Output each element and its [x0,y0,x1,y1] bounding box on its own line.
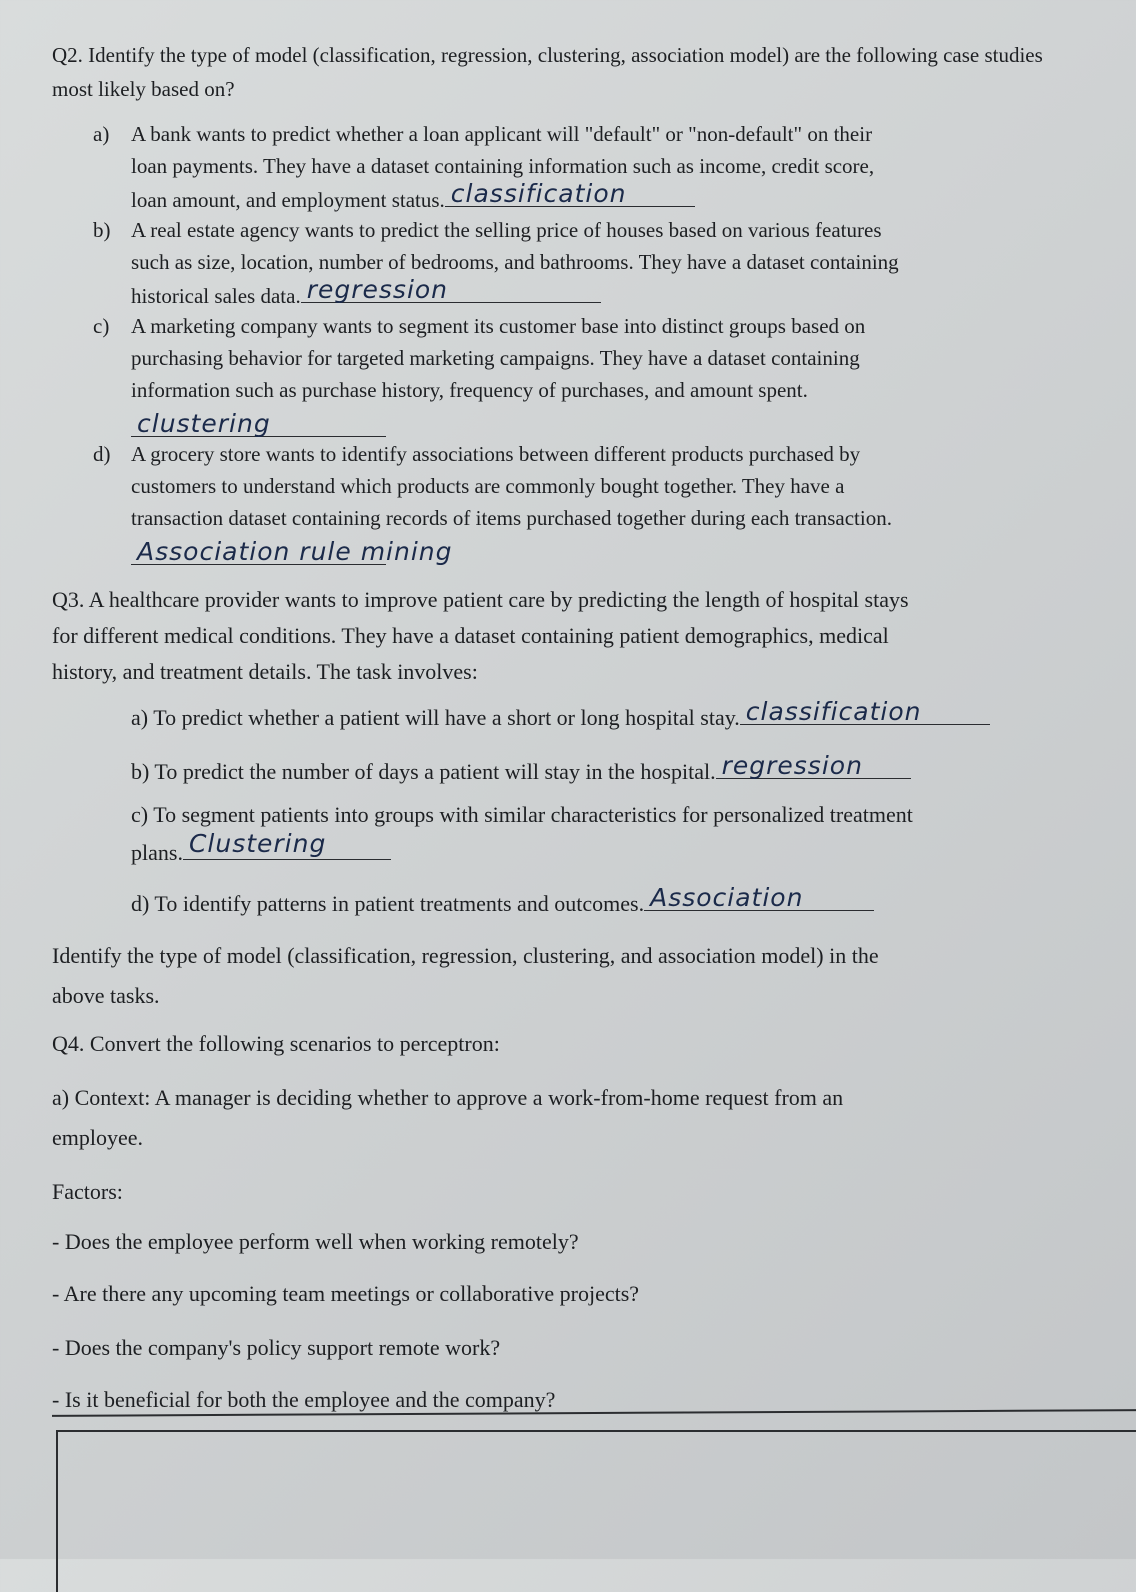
answer-blank[interactable] [644,883,874,912]
q3-item-b: b) To predict the number of days a patient will stay in the hospital. regression [131,754,1121,788]
q4-title: Q4. Convert the following scenarios to perceptron: [52,1031,500,1056]
item-label: a) [93,122,110,146]
item-label: b) [93,218,111,242]
q2-item-c: c) A marketing company wants to segment its customer base into distinct groups based on purchasing behavior for targeted marketing campaigns. They have a dataset containing information such as purchase history, frequency of purchases, and amount spent. clustering [131,310,1081,446]
answer-blank[interactable] [131,409,386,438]
q4-factor-3: - Does the company's policy support remote work? [52,1335,501,1360]
q3-item-a: a) To predict whether a patient will have a short or long hospital stay. classification [131,700,1121,734]
q3-item-d: d) To identify patterns in patient treatments and outcomes. Association [131,886,1121,920]
q4-context: a) Context: A manager is deciding whether to approve a work-from-home request from an employee. [52,1085,844,1150]
answer-blank[interactable] [131,537,453,566]
q2-item-b: b) A real estate agency wants to predict the selling price of houses based on various features such as size, location, number of bedrooms, and bathrooms. They have a dataset containing historical sales data. regression [131,214,1081,312]
answer-blank[interactable] [740,697,990,726]
handwritten-answer: clustering [137,409,271,438]
answer-blank[interactable] [716,751,911,780]
handwritten-answer: regression [306,275,449,304]
q3-item-c: c) To segment patients into groups with similar characteristics for personalized treatment plans. Clustering [131,802,913,865]
q4-factors-label: Factors: [52,1179,123,1204]
handwritten-answer: Clustering [188,829,327,858]
q2-item-d: d) A grocery store wants to identify associations between different products purchased by customers to understand which products are commonly bought together. They have a transaction dataset containing records of items purchased together during each transaction. Association rule mining [131,438,1081,574]
q4-factor-2: - Are there any upcoming team meetings or collaborative projects? [52,1281,640,1306]
answer-box[interactable] [56,1430,1136,1592]
q3-outro: Identify the type of model (classification, regression, clustering, and association model) in the above tasks. [52,943,879,1008]
q2-title: Q2. Identify the type of model (classification, regression, clustering, association model) are the following case studies most likely based on? [52,43,1043,101]
handwritten-answer: Association [650,883,804,912]
item-label: c) [93,314,110,338]
item-label: d) [93,442,111,466]
answer-blank[interactable] [183,829,391,860]
handwritten-answer: classification [450,179,627,208]
answer-blank[interactable] [301,275,601,304]
q3-intro: Q3. A healthcare provider wants to improve patient care by predicting the length of hospital stays for different medical conditions. They have a dataset containing patient demographics, medical history, and treatment details. The task involves: [52,587,909,684]
q2-item-a: a) A bank wants to predict whether a loan applicant will "default" or "non-default" on their loan payments. They have a dataset containing information such as income, credit score, loan amount, and employment status. classification [131,118,1081,216]
q4-factor-4: - Is it beneficial for both the employee and the company? [52,1387,556,1412]
handwritten-answer: regression [721,751,863,780]
handwritten-answer: Association rule mining [137,537,453,566]
answer-blank[interactable] [445,179,695,208]
handwritten-answer: classification [745,697,922,726]
q4-factor-1: - Does the employee perform well when working remotely? [52,1229,579,1254]
